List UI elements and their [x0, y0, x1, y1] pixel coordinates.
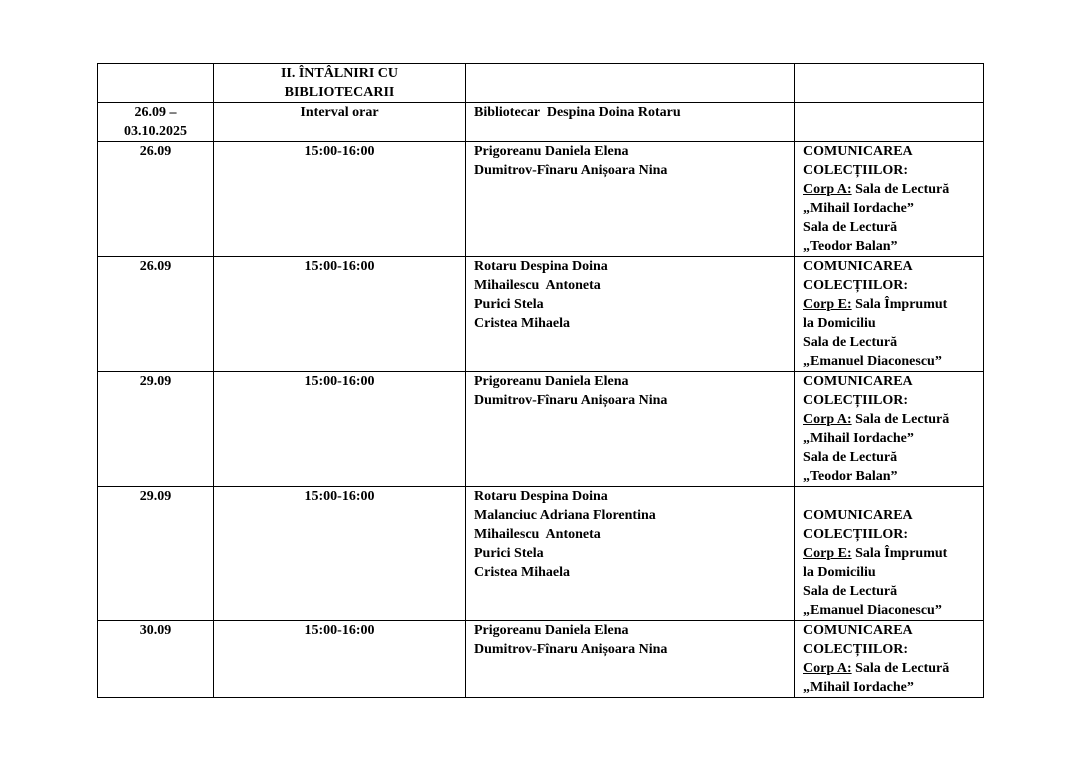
location-cell [795, 257, 984, 372]
interval-header: Interval orar [214, 103, 466, 142]
location-corp-line [803, 659, 975, 678]
date-cell: 29.09 [98, 487, 214, 621]
room-name: „Emanuel Diaconescu” [803, 354, 942, 369]
time-cell: 15:00-16:00 [214, 142, 466, 257]
section-title-line: BIBLIOTECARII [284, 85, 395, 100]
date-cell: 30.09 [98, 621, 214, 698]
location-title: COLECȚIILOR: [803, 278, 909, 293]
librarian-name: Prigoreanu Daniela Elena [474, 374, 629, 389]
table-row [98, 487, 984, 621]
time-cell: 15:00-16:00 [214, 372, 466, 487]
room-name: Sala de Lectură [851, 412, 950, 427]
corp-label: Corp A: [803, 661, 852, 676]
location-title: COMUNICAREA [803, 623, 913, 638]
librarian-name: Dumitrov-Fînaru Anișoara Nina [474, 163, 668, 178]
room-name: Sala de Lectură [851, 182, 950, 197]
table-header-row-1 [98, 64, 984, 103]
librarian-name: Rotaru Despina Doina [474, 489, 608, 504]
room-name: Sala Împrumut [851, 297, 948, 312]
period-end: 03.10.2025 [124, 124, 187, 139]
time-cell: 15:00-16:00 [214, 487, 466, 621]
location-title: COMUNICAREA [803, 144, 913, 159]
room-name: la Domiciliu [803, 565, 876, 580]
location-corp-line [803, 295, 975, 314]
time-cell: 15:00-16:00 [214, 621, 466, 698]
corp-label: Corp A: [803, 412, 852, 427]
corp-label: Corp E: [803, 297, 852, 312]
section-title-line: II. ÎNTÂLNIRI CU [280, 66, 399, 81]
schedule-table [97, 63, 984, 698]
names-cell [466, 142, 795, 257]
room-name: „Mihail Iordache” [803, 680, 914, 695]
room-name: Sala de Lectură [851, 661, 950, 676]
room-name: „Mihail Iordache” [803, 431, 914, 446]
librarian-name: Mihailescu Antoneta [474, 278, 601, 293]
location-title: COLECȚIILOR: [803, 527, 909, 542]
period-start: 26.09 – [134, 105, 177, 120]
location-cell [795, 142, 984, 257]
librarian-name: Prigoreanu Daniela Elena [474, 144, 629, 159]
librarian-name: Cristea Mihaela [474, 316, 571, 331]
table-row [98, 621, 984, 698]
location-corp-line [803, 410, 975, 429]
header-empty-cell [466, 64, 795, 103]
location-title: COMUNICAREA [803, 259, 913, 274]
room-name: Sala de Lectură [803, 584, 898, 599]
table-header-row-2 [98, 103, 984, 142]
date-cell: 26.09 [98, 257, 214, 372]
period-cell [98, 103, 214, 142]
location-title: COLECȚIILOR: [803, 163, 909, 178]
room-name: Sala de Lectură [803, 335, 898, 350]
names-cell [466, 487, 795, 621]
header-empty-cell [795, 64, 984, 103]
librarian-name: Rotaru Despina Doina [474, 259, 608, 274]
location-title: COLECȚIILOR: [803, 393, 909, 408]
librarian-name: Purici Stela [474, 297, 544, 312]
librarian-name: Dumitrov-Fînaru Anișoara Nina [474, 393, 668, 408]
librarian-name: Cristea Mihaela [474, 565, 571, 580]
time-cell: 15:00-16:00 [214, 257, 466, 372]
room-name: „Teodor Balan” [803, 239, 898, 254]
names-cell [466, 257, 795, 372]
date-cell: 26.09 [98, 142, 214, 257]
table-row [98, 142, 984, 257]
room-name: Sala de Lectură [803, 450, 898, 465]
room-name: „Emanuel Diaconescu” [803, 603, 942, 618]
location-corp-line [803, 180, 975, 199]
location-title: COLECȚIILOR: [803, 642, 909, 657]
section-title [214, 64, 466, 103]
location-cell [795, 621, 984, 698]
room-name: „Teodor Balan” [803, 469, 898, 484]
corp-label: Corp A: [803, 182, 852, 197]
librarian-name: Malanciuc Adriana Florentina [474, 508, 656, 523]
librarian-name: Purici Stela [474, 546, 544, 561]
names-cell [466, 621, 795, 698]
librarian-name: Dumitrov-Fînaru Anișoara Nina [474, 642, 668, 657]
librarian-name: Mihailescu Antoneta [474, 527, 601, 542]
header-empty-cell [98, 64, 214, 103]
room-name: la Domiciliu [803, 316, 876, 331]
header-empty-cell [795, 103, 984, 142]
corp-label: Corp E: [803, 546, 852, 561]
names-cell [466, 372, 795, 487]
librarian-header: Bibliotecar Despina Doina Rotaru [466, 103, 795, 142]
date-cell: 29.09 [98, 372, 214, 487]
room-name: Sala de Lectură [803, 220, 898, 235]
location-cell [795, 372, 984, 487]
table-row [98, 372, 984, 487]
location-title: COMUNICAREA [803, 374, 913, 389]
room-name: Sala Împrumut [851, 546, 948, 561]
location-title: COMUNICAREA [803, 508, 913, 523]
librarian-name: Prigoreanu Daniela Elena [474, 623, 629, 638]
table-row [98, 257, 984, 372]
location-cell [795, 487, 984, 621]
location-corp-line [803, 544, 975, 563]
room-name: „Mihail Iordache” [803, 201, 914, 216]
